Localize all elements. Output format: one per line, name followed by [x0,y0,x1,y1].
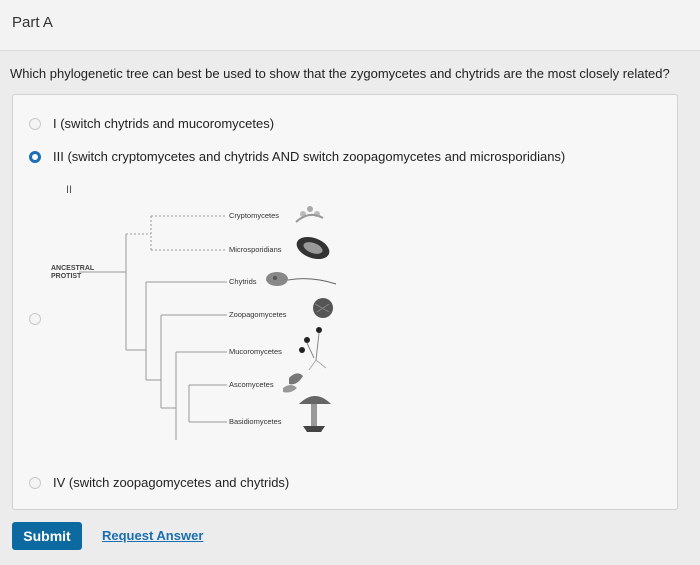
basidiomycetes-icon [299,396,331,432]
option-4-radio[interactable] [29,477,41,489]
ascomycetes-icon [283,373,303,392]
root-label-line1: ANCESTRAL [51,265,95,272]
phylogenetic-tree-image [51,200,351,440]
phylogenetic-tree-svg [51,200,351,440]
request-answer-link[interactable]: Request Answer [102,528,204,543]
option-1[interactable] [29,116,274,131]
cryptomycetes-icon [296,206,323,222]
option-2[interactable] [29,149,565,164]
part-title: Part A [12,14,53,31]
taxon-zoopagomycetes: Zoopagomycetes [229,310,287,319]
mucoromycetes-icon [299,327,326,370]
taxon-cryptomycetes: Cryptomycetes [229,211,280,220]
taxon-microsporidians: Microsporidians [229,245,282,254]
option-4[interactable] [29,475,289,490]
option-3-radio[interactable] [29,313,41,325]
option-1-label: I (switch chytrids and mucoromycetes) [53,116,275,131]
option-3-label: II [66,184,73,196]
option-4-label: IV (switch zoopagomycetes and chytrids) [53,475,290,490]
option-1-radio[interactable] [29,118,41,130]
chytrid-icon [266,272,336,286]
microsporidian-icon [294,233,333,263]
taxon-mucoromycetes: Mucoromycetes [229,347,282,356]
taxa-labels [229,211,287,426]
option-2-radio[interactable] [29,151,41,163]
tree-branches [79,216,227,440]
submit-button[interactable]: Submit [12,522,82,550]
header-bar [0,0,700,51]
answer-options-box [12,94,678,510]
option-2-label: III (switch cryptomycetes and chytrids AND switch zoopagomycetes and microsporidians) [53,149,566,164]
question-text: Which phylogenetic tree can best be used to show that the zygomycetes and chytrids are the most closely related? [10,66,670,81]
taxon-basidiomycetes: Basidiomycetes [229,417,282,426]
taxon-ascomycetes: Ascomycetes [229,380,274,389]
taxon-chytrids: Chytrids [229,277,257,286]
zoopagomycetes-icon [313,298,333,318]
root-label-line2: PROTIST [51,273,82,280]
